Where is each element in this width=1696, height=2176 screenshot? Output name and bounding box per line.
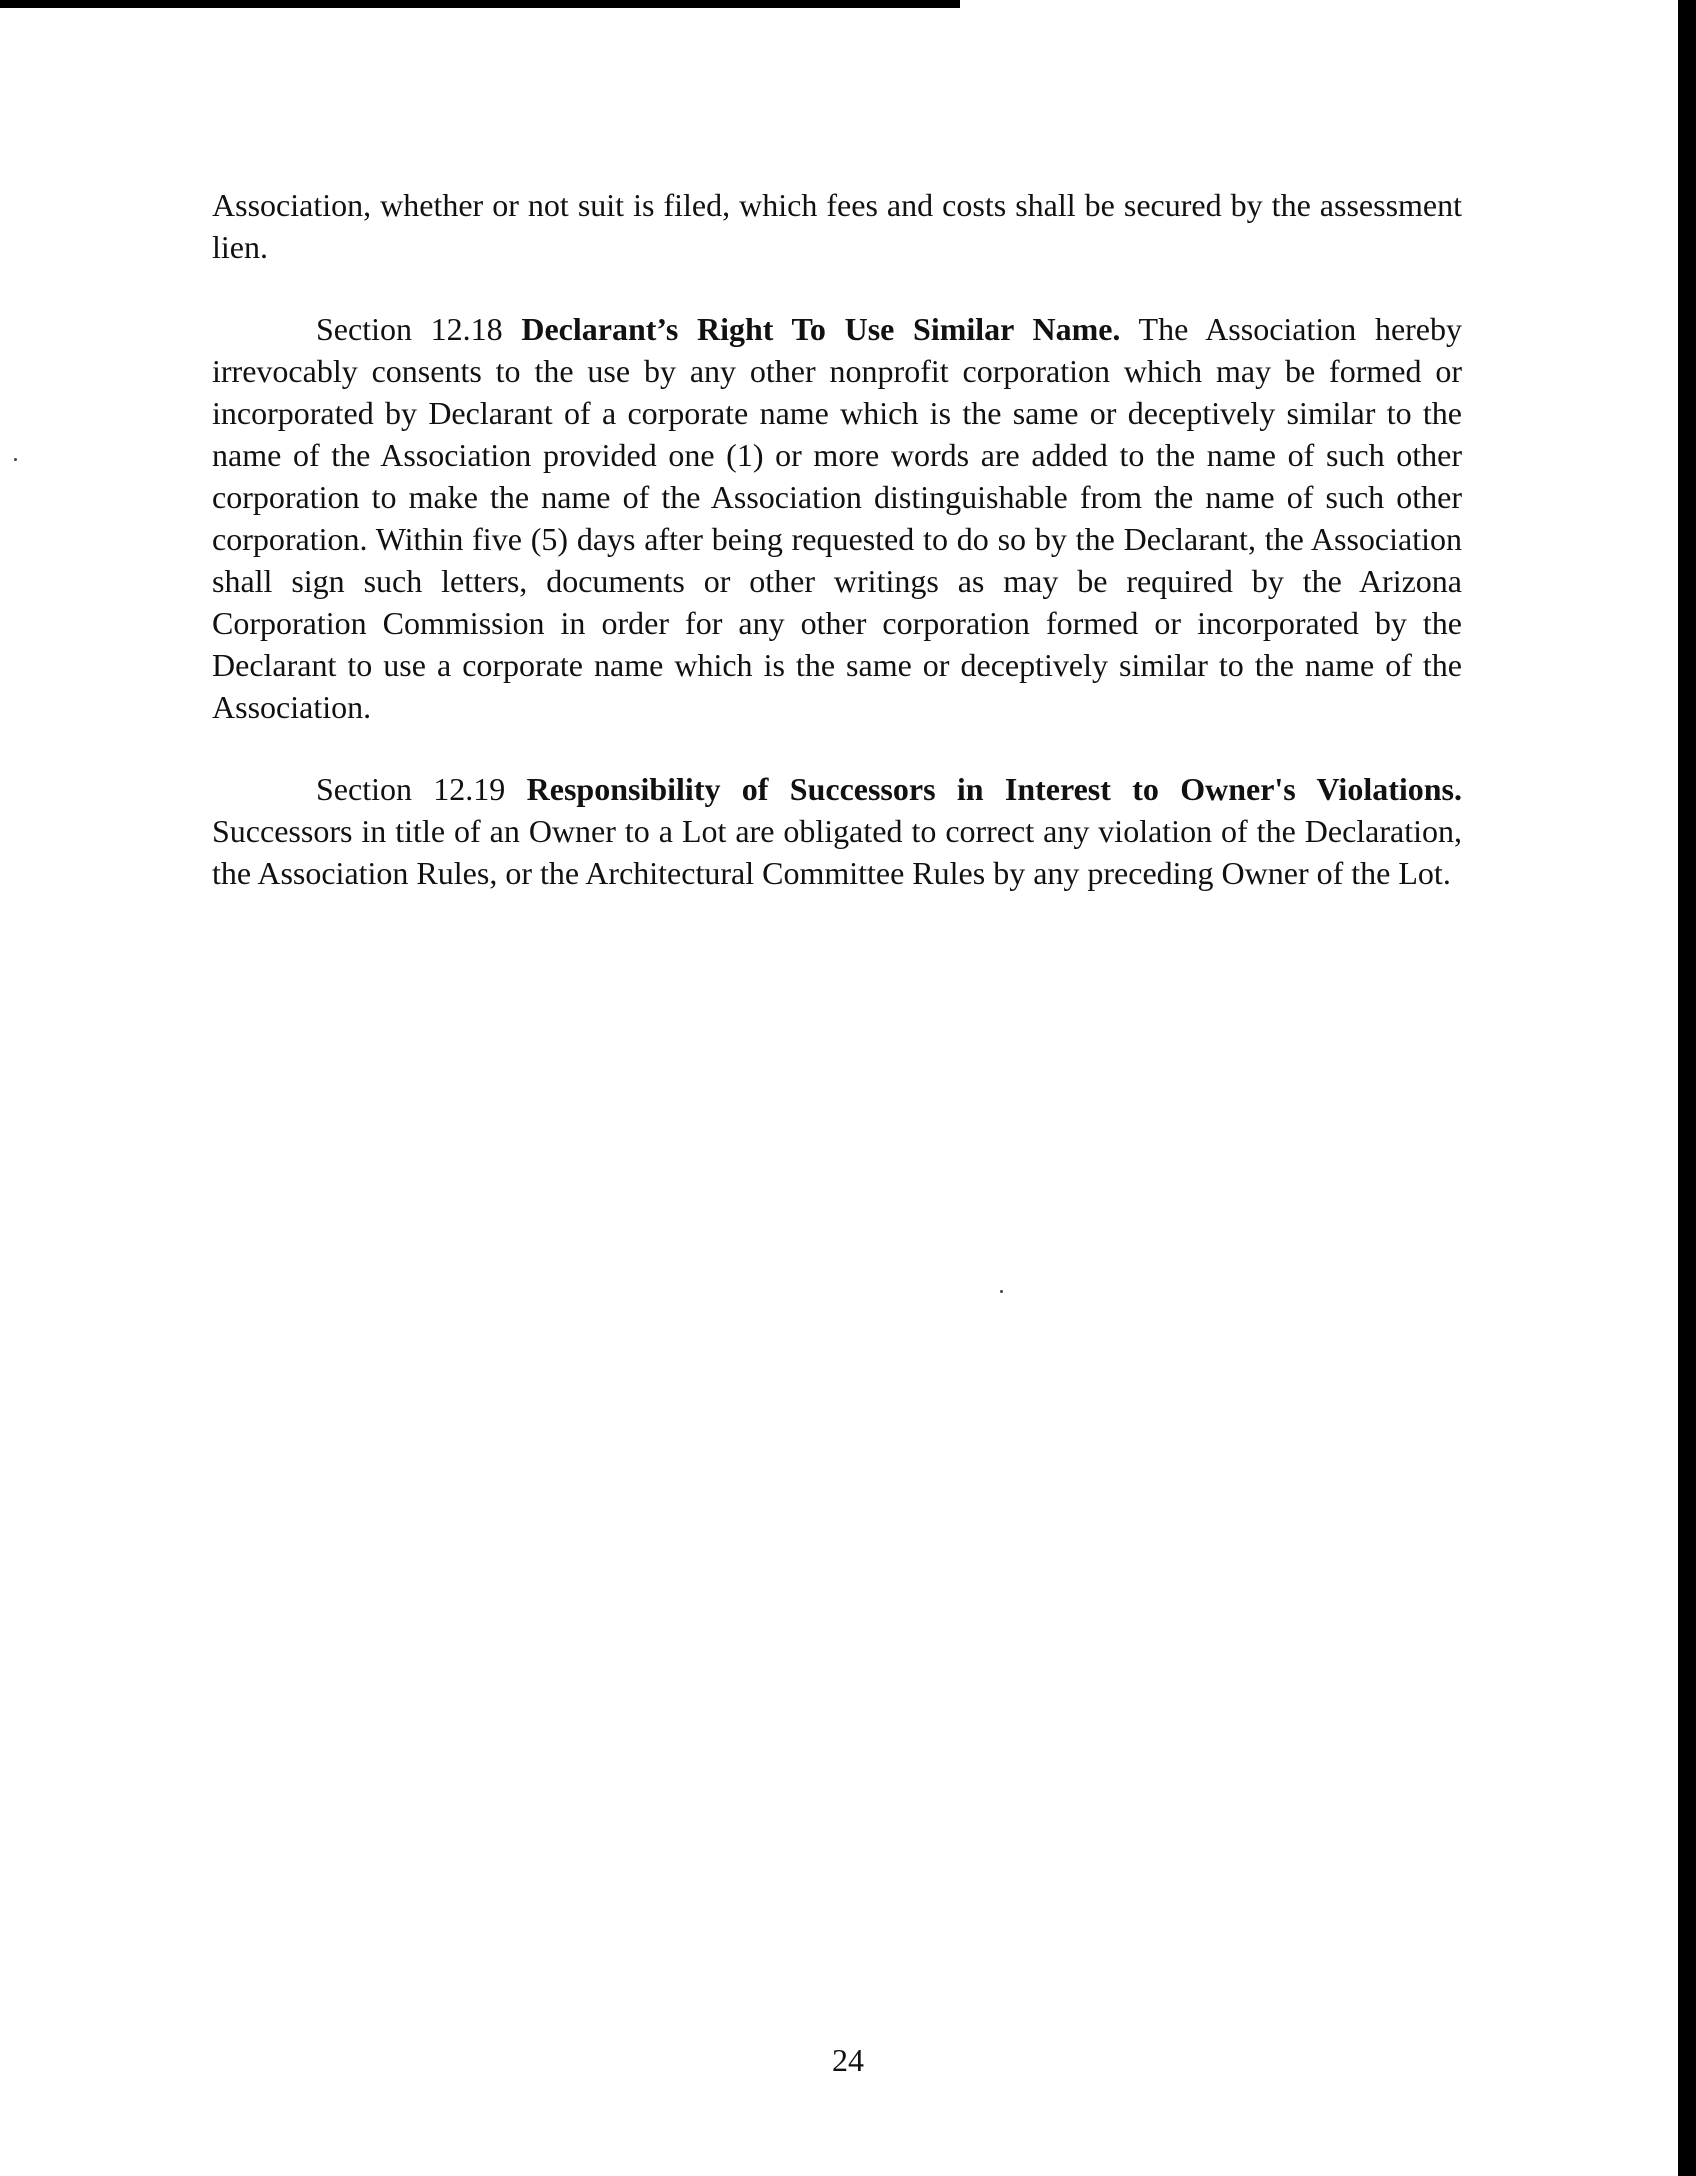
section-heading: Responsibility of Successors in Interest to Owner's Violations. [526,771,1463,807]
section-heading: Declarant’s Right To Use Similar Name. [521,311,1121,347]
paragraph-section-12-18 [212,308,1462,728]
scan-top-edge [0,0,960,8]
paragraph-text: Association, whether or not suit is filed, which fees and costs shall be secured by the assessment lien. [212,187,1462,265]
document-body [212,184,1462,934]
scan-right-edge [1678,0,1696,2176]
paragraph-continuation [212,184,1462,268]
page-number: 24 [832,2042,864,2078]
scan-speck [1000,1290,1003,1293]
paragraph-section-12-19 [212,768,1462,894]
section-number: Section 12.18 [316,311,503,347]
scan-speck [14,458,17,461]
paragraph-text: The Association hereby irrevocably consents to the use by any other nonprofit corporation which may be formed or incorporated by Declarant of a corporate name which is the same or deceptively similar to the name of the Association provided one (1) or more words are added to the name of such other corporation to make the name of the Association distinguishable from the name of such other corporation. Within five (5) days after being requested to do so by the Declarant, the Association shall sign such letters, documents or other writings as may be required by the Arizona Corporation Commission in order for any other corporation formed or incorporated by the Declarant to use a corporate name which is the same or deceptively similar to the name of the Association. [212,311,1463,725]
section-number: Section 12.19 [316,771,506,807]
paragraph-text: Successors in title of an Owner to a Lot are obligated to correct any violation of the Declaration, the Association Rules, or the Architectural Committee Rules by any preceding Owner of the Lot. [212,813,1462,891]
